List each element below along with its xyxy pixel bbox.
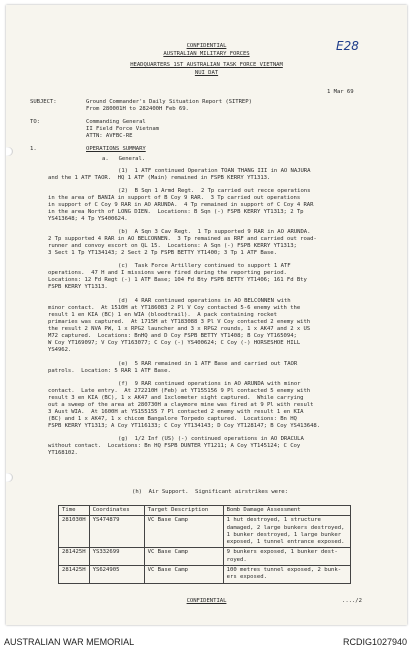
column-header: Coordinates: [89, 506, 144, 516]
table-cell: 9 bunkers exposed, 1 bunker dest- royed.: [223, 548, 350, 566]
para-line: runner and convoy escort on QL 15. Locations: A Sqn (-) FSPB KERRY YT1313;: [48, 243, 297, 249]
table-cell: VC Base Camp: [144, 516, 223, 548]
para-line: YT168102.: [48, 450, 78, 456]
table-cell: YS624905: [89, 566, 144, 584]
table-row: [59, 566, 351, 584]
classification-top: CONFIDENTIAL: [186, 43, 227, 49]
table-cell: VC Base Camp: [144, 548, 223, 566]
table-cell: YS474879: [89, 516, 144, 548]
para-line: operations. 47 H and I missions were fired during the reporting period.: [48, 270, 287, 276]
para-line: patrols. Location: 5 RAR 1 ATF Base.: [48, 368, 171, 374]
classification-bottom: CONFIDENTIAL: [186, 598, 227, 604]
to-line-3: ATTN: AVFBC-RE: [86, 133, 133, 139]
para-line: result 1 en KIA (BC) 1 en WIA (bloodtrail). A pack containing rocket: [48, 312, 277, 318]
column-header: Time: [59, 506, 90, 516]
para-line: FSPB KERRY YT1313; A Coy YT116133; C Coy YT134143; D Coy YT128147; B Coy YS413648.: [48, 423, 321, 429]
para-line: (b) A Sqn 3 Cav Regt. 1 Tp supported 9 RAR in AO ARUNDA.: [118, 229, 311, 235]
column-header: Target Description: [144, 506, 223, 516]
org-line-1: AUSTRALIAN MILITARY FORCES: [163, 51, 250, 57]
to-line-1: Commanding General: [86, 119, 146, 125]
table-row: [59, 548, 351, 566]
table-row: [59, 516, 351, 548]
airstrike-table: [58, 505, 351, 584]
para-line: (c) Task Force Artillery continued to support 1 ATF: [118, 263, 291, 269]
subject-line-1: Ground Commander's Daily Situation Report (SITREP): [86, 99, 252, 105]
para-line: (f) 9 RAR continued operations in AO ARUNDA with minor: [118, 381, 301, 387]
para-line: (g) 1/2 Inf (US) (-) continued operations in AO DRACULA: [118, 436, 304, 442]
para-line: 2 Tp supported 4 RAR in AO BELCONNEN. 3 Tp remained as RRF and carried out road-: [48, 236, 317, 242]
para-line: YS413648; 4 Tp YS400624.: [48, 216, 128, 222]
para-line: and the 1 ATF TAOR. HQ 1 ATF (Main) remained in FSPB KERRY YT1313.: [48, 175, 271, 181]
punch-hole: [6, 147, 13, 156]
column-header: Bomb Damage Assessment: [223, 506, 350, 516]
para-line: primaries was captured. At 1715H at YT183088 3 Pl V Coy contacted 2 enemy with: [48, 319, 311, 325]
org-line-3: NUI DAT: [194, 70, 219, 76]
document-page: [6, 5, 407, 625]
para-line: out a sweep of the area at 280730H a claymore mine was fired at 9 Pl with result: [48, 402, 314, 408]
para-line: 3 Sect 1 Tp YT134143; 2 Sect 2 Tp FSPB BETTY YT1400; 3 Tp 1 ATF Base.: [48, 250, 277, 256]
para-line: result 3 en KIA (BC), 1 x AK47 and 1xclometer sight captured. While carrying: [48, 395, 304, 401]
para-line: YS4962.: [48, 347, 72, 353]
para-line: in the area of BANIA in support of B Coy 9 RAR. 3 Tp carried out operations: [48, 195, 301, 201]
punch-hole: [6, 473, 13, 482]
subject-label: SUBJECT:: [30, 99, 57, 105]
org-line-2: HEADQUARTERS 1ST AUSTRALIAN TASK FORCE VIETNAM: [130, 62, 283, 68]
to-label: TO:: [30, 119, 40, 125]
para-line: without contact. Locations: Bn HQ FSPB DUNTER YT1211; A Coy YT145124; C Coy: [48, 443, 301, 449]
table-cell: 281425H: [59, 548, 90, 566]
table-cell: VC Base Camp: [144, 566, 223, 584]
para-line: (e) 5 RAR remained in 1 ATF Base and carried out TAOR: [118, 361, 298, 367]
table-header-row: [59, 506, 351, 516]
to-line-2: II Field Force Vietnam: [86, 126, 159, 132]
table-cell: 281030H: [59, 516, 90, 548]
para-line: minor contact. At 1510H at YT186083 2 Pl V Coy contacted 5-6 enemy with the: [48, 305, 301, 311]
handwritten-number: E28: [336, 39, 359, 53]
para-line: M72 captured. Locations: BnHQ and D Coy FSPB BETTY YT1408; B Coy YT165094;: [48, 333, 297, 339]
section-subtitle: a. General.: [102, 156, 146, 162]
para-line: FSPB KERRY YT1313.: [48, 284, 108, 290]
para-line: W Coy YT169097; V Coy YT163077; C Coy (-) YS400624; C Coy (-) HORSESHOE HILL: [48, 340, 301, 346]
table-cell: 281425H: [59, 566, 90, 584]
para-line: Locations: 12 Fd Regt (-) 1 ATF Base; 104 Fd Bty FSPB BETTY YT1406; 161 Fd Bty: [48, 277, 307, 283]
para-line: 3 Aust WIA. At 1600H at YS155155 7 Pl contacted 2 enemy with result 1 en KIA: [48, 409, 304, 415]
table-cell: YS332699: [89, 548, 144, 566]
table-cell: 1 hut destroyed, 1 structure damaged, 2 large bunkers destroyed, 1 bunker destroyed, 1 large bunker exposed, 1 tunnel entrance exposed.: [223, 516, 350, 548]
para-line: contact. Late entry. At 272210H (Feb) at YT155156 9 Pl contacted 5 enemy with: [48, 388, 311, 394]
footer-record-id: RCDIG1027940: [342, 637, 407, 647]
section-title: OPERATIONS SUMMARY: [86, 146, 146, 152]
section-number: 1.: [30, 146, 37, 152]
para-line: (BC) and 1 x AK47, 1 x chicom Bangalore Torpedo captured. Locations: Bn HQ: [48, 416, 297, 422]
para-line: in the area North of LONG DIEN. Locations: B Sqn (-) FSPB KERRY YT1313; 2 Tp: [48, 209, 304, 215]
report-date: 1 Mar 69: [327, 89, 354, 95]
air-support-intro: (h) Air Support. Significant airstrikes were:: [132, 489, 288, 495]
para-line: in support of C Coy 9 RAR in AO ARUNDA. 4 Tp remained in support of C Coy 4 RAR: [48, 202, 314, 208]
table-cell: 100 metres tunnel exposed, 2 bunk- ers exposed.: [223, 566, 350, 584]
para-line: (d) 4 RAR continued operations in AO BELCONNEN with: [118, 298, 291, 304]
page-continue: ..../2: [342, 598, 362, 604]
subject-line-2: From 280001H to 282400H Feb 69.: [86, 106, 189, 112]
para-line: (2) B Sqn 1 Armd Regt. 2 Tp carried out recce operations: [118, 188, 311, 194]
para-line: the result 2 NVA PW, 1 x RPG2 launcher and 3 x RPG2 rounds, 1 x AK47 and 2 x US: [48, 326, 311, 332]
para-line: (1) 1 ATF continued Operation TOAN THANG III in AO NAJURA: [118, 168, 311, 174]
footer-archive-name: AUSTRALIAN WAR MEMORIAL: [4, 637, 135, 647]
